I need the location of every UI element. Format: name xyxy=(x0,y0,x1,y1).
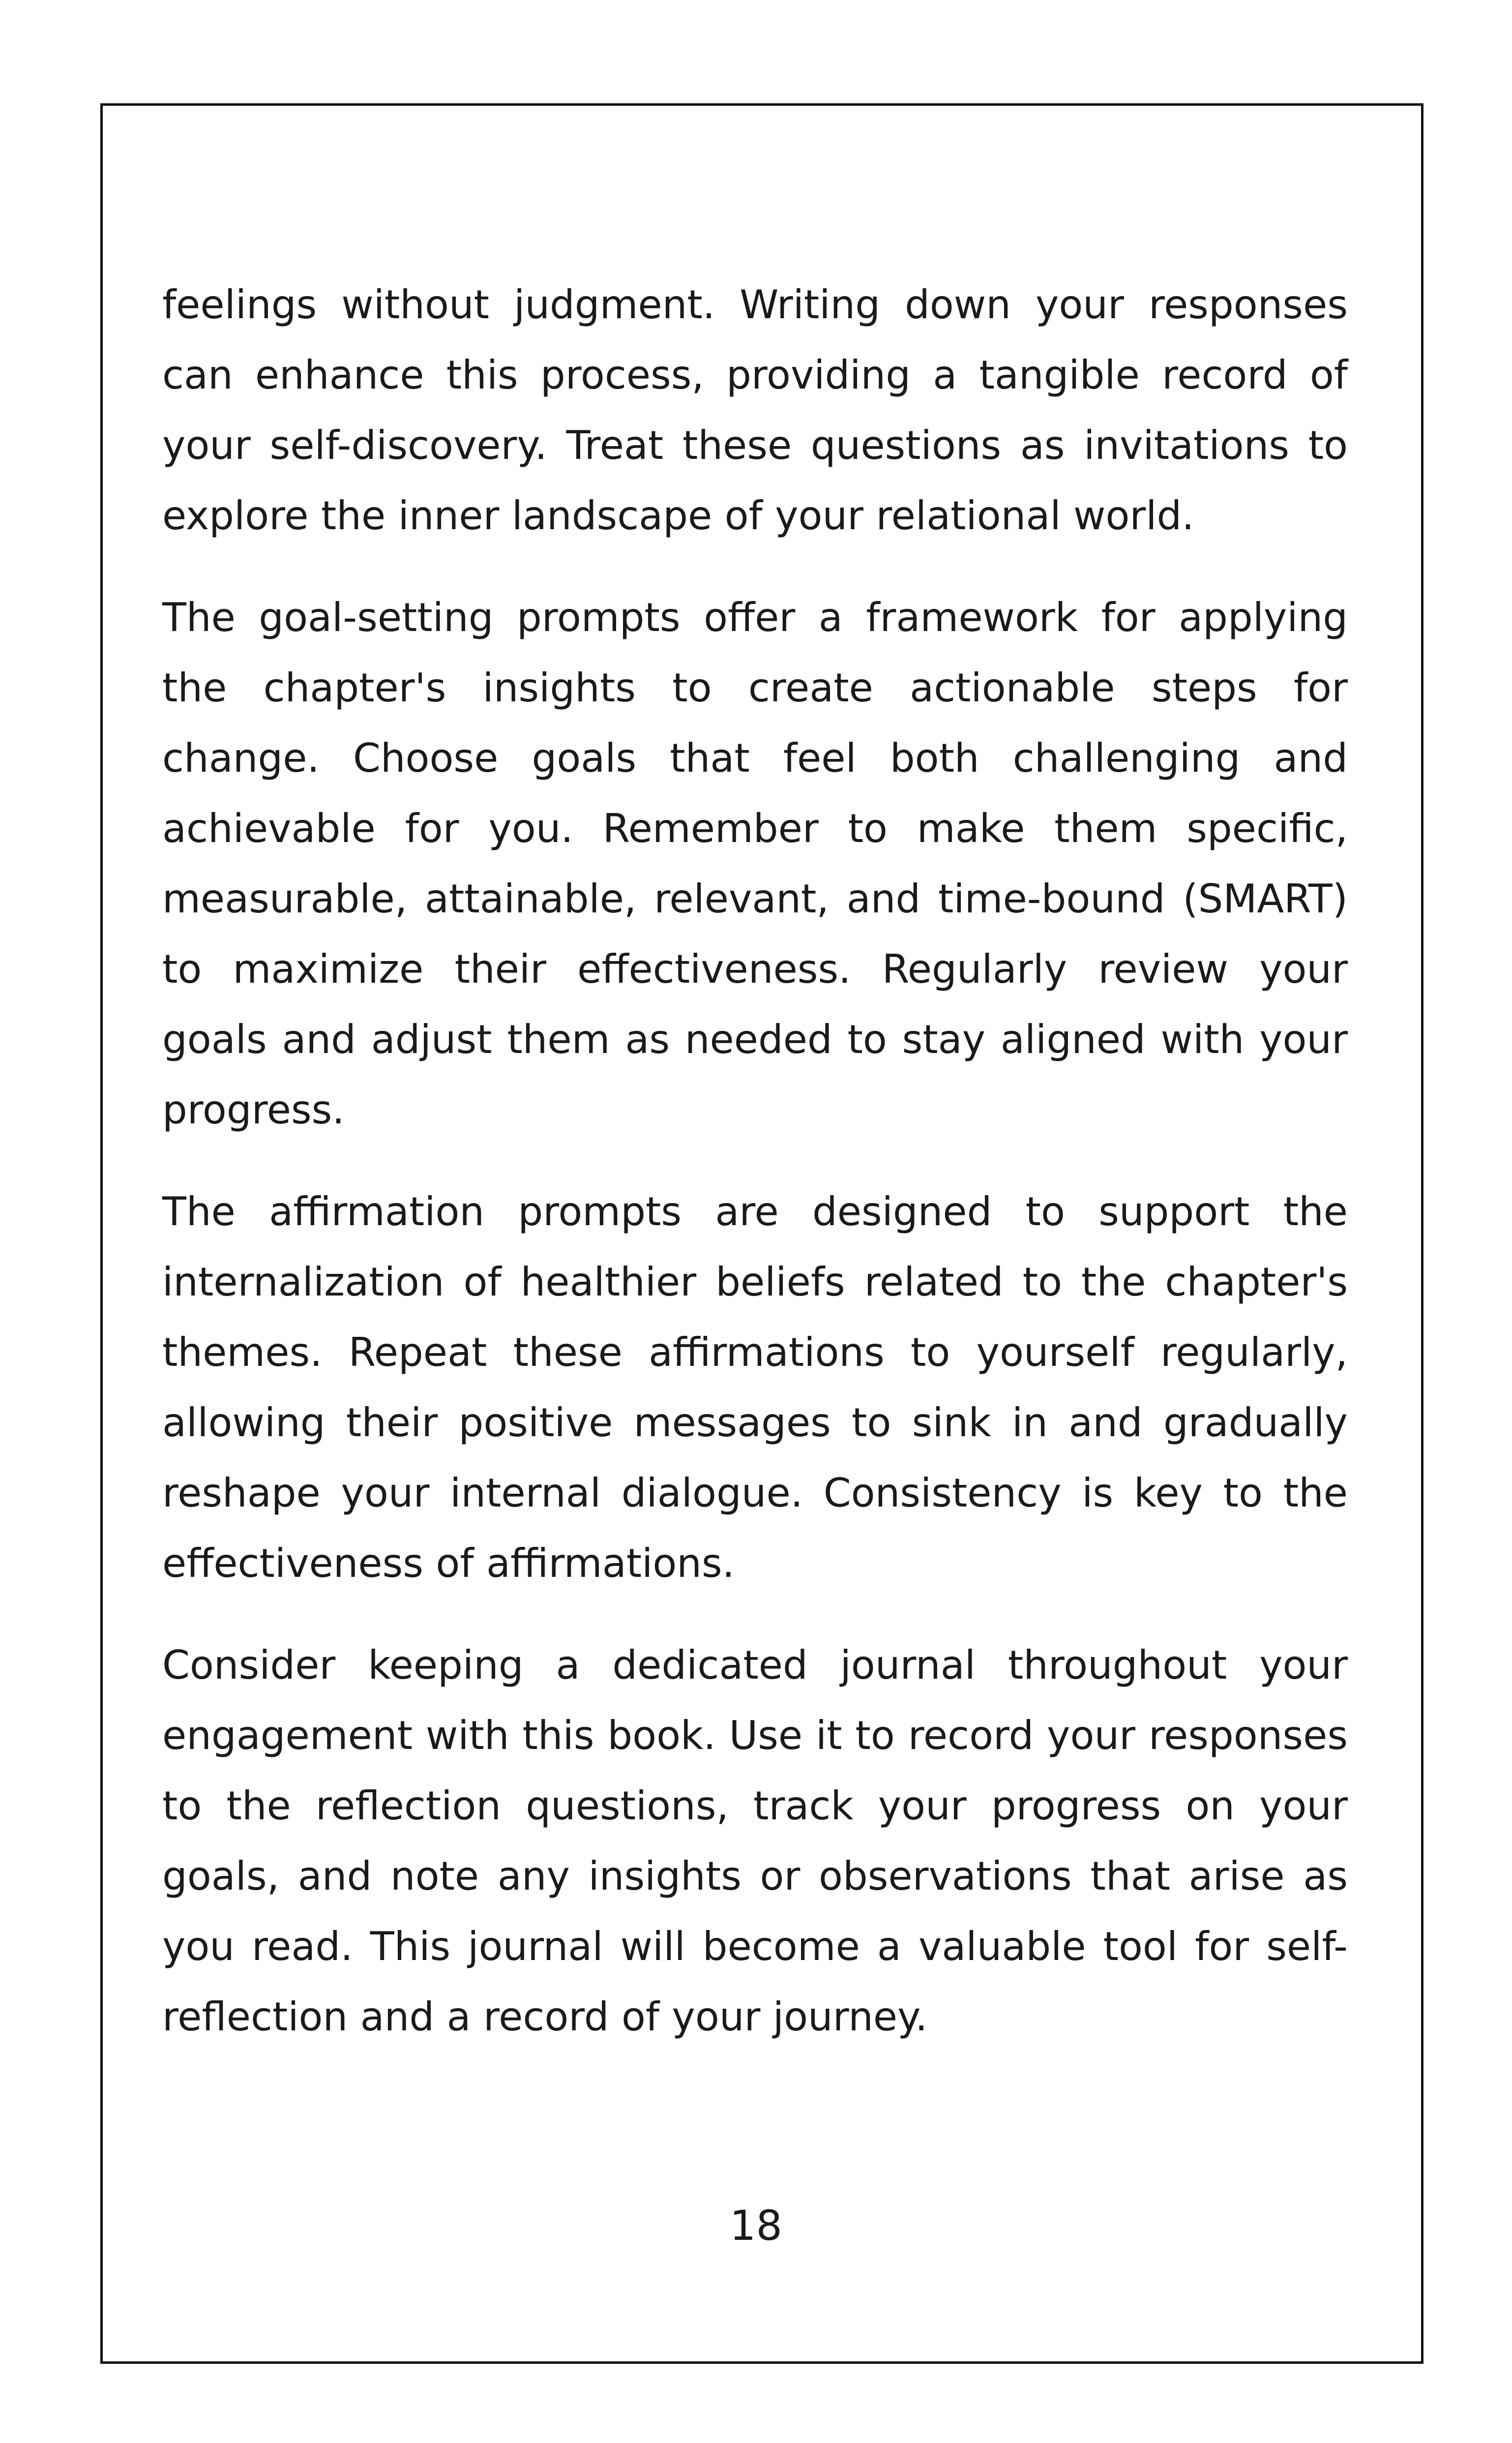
paragraph-1: feelings without judgment. Writing down your responses can enhance this process, providing a tangible record of your self-discovery. Treat these questions as invitations to explore the inner landscape of your relational world. xyxy=(162,282,1348,539)
paragraph-4: Consider keeping a dedicated journal throughout your engagement with this book. Use it to record your responses to the reflection questions, track your progress on your goals, and note any insights or observations that arise as you read. This journal will become a valuable tool for self-reflection and a record of your journey. xyxy=(162,1642,1348,2040)
page-number: 18 xyxy=(730,2202,782,2250)
body-text xyxy=(162,270,1348,2083)
paragraph-2: The goal-setting prompts offer a framework for applying the chapter's insights to create actionable steps for change. Choose goals that feel both challenging and achievable for you. Remember to make them specific, measurable, attainable, relevant, and time-bound (SMART) to maximize their effectiveness. Regularly review your goals and adjust them as needed to stay aligned with your progress. xyxy=(162,595,1348,1133)
paragraph-3: The affirmation prompts are designed to support the internalization of healthier beliefs related to the chapter's themes. Repeat these affirmations to yourself regularly, allowing their positive messages to sink in and gradually reshape your internal dialogue. Consistency is key to the effectiveness of affirmations. xyxy=(162,1189,1348,1586)
